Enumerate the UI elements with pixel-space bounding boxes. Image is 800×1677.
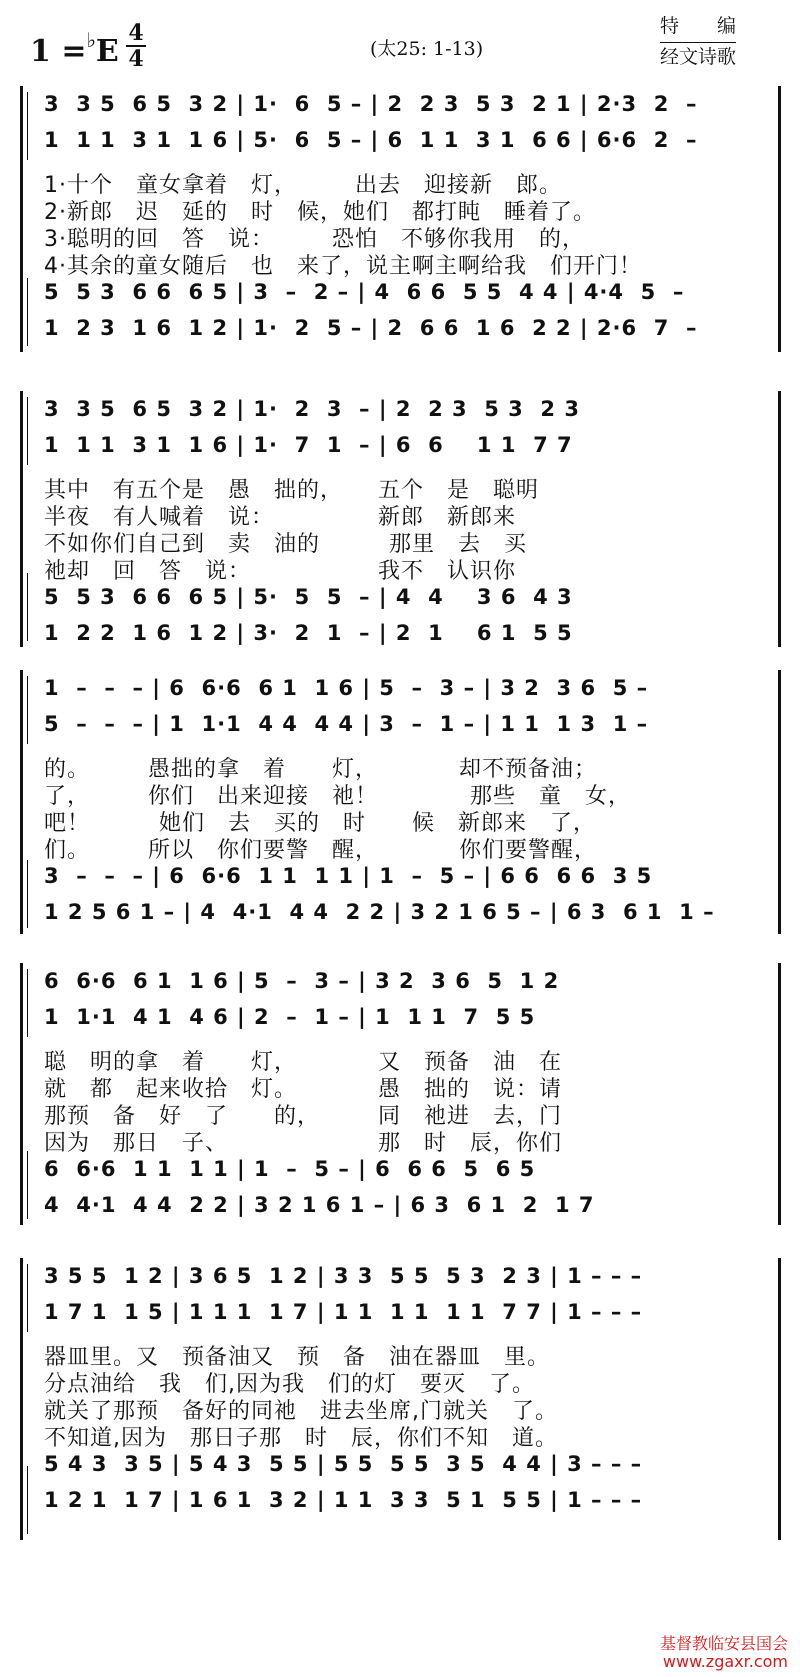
lower-staff-line: 1 2 3 1 6 1 2 | 1· 2 5 – | 2 6 6 1 6 2 2 | 2·6 7 – <box>44 316 698 340</box>
system-end-barline <box>778 86 781 352</box>
lyric-line: 不知道,因为 那日子那 时 辰，你们不知 道。 <box>44 1426 558 1451</box>
upper-staff-line: 5 – – – | 1 1·1 4 4 4 4 | 3 – 1 – | 1 1 1 3 1 – <box>44 712 649 736</box>
system-bracket <box>20 1258 23 1540</box>
score-system <box>20 662 782 934</box>
system-bracket-inner <box>27 1264 28 1332</box>
lyric-line: 半夜 有人喊着 说： 新郎 新郎来 <box>44 505 517 530</box>
key-signature: 1 =♭E <box>30 28 119 69</box>
lyric-line: 2·新郎 迟 延的 时 候，她们 都打盹 睡着了。 <box>44 200 596 225</box>
score-system <box>20 955 782 1225</box>
upper-staff-line: 3 5 5 1 2 | 3 6 5 1 2 | 3 3 5 5 5 3 2 3 | 1 – – – <box>44 1264 643 1288</box>
lyric-line: 们。 所以 你们要警 醒， 你们要警醒， <box>44 838 598 863</box>
system-bracket-inner <box>27 278 28 346</box>
lyric-line: 器皿里。又 预备油又 预 备 油在器皿 里。 <box>44 1345 551 1370</box>
lower-staff-line: 1 2 5 6 1 – | 4 4·1 4 4 2 2 | 3 2 1 6 5 – | 6 3 6 1 1 – <box>44 900 715 924</box>
time-signature: 4 4 <box>126 22 146 70</box>
system-bracket-inner <box>27 676 28 744</box>
lyric-line: 1·十个 童女拿着 灯， 出去 迎接新 郎。 <box>44 173 562 198</box>
system-bracket-inner <box>27 969 28 1037</box>
lyric-line: 因为 那日 子、 那 时 辰，你们 <box>44 1131 563 1156</box>
lower-staff-line: 5 5 3 6 6 6 5 | 5· 5 5 – | 4 4 3 6 4 3 <box>44 585 573 609</box>
score-system <box>20 1250 782 1540</box>
upper-staff-line: 1 7 1 1 5 | 1 1 1 1 7 | 1 1 1 1 1 1 7 7 | 1 – – – <box>44 1300 643 1324</box>
system-end-barline <box>778 670 781 934</box>
lyric-line: 不如你们自己到 卖 油的 那里 去 买 <box>44 532 528 557</box>
lower-staff-line: 6 6·6 1 1 1 1 | 1 – 5 – | 6 6 6 5 6 5 <box>44 1157 536 1181</box>
system-end-barline <box>778 391 781 647</box>
score-system <box>20 383 782 647</box>
lower-staff-line: 1 2 1 1 7 | 1 6 1 3 2 | 1 1 3 3 5 1 5 5 | 1 – – – <box>44 1488 643 1512</box>
upper-staff-line: 6 6·6 6 1 1 6 | 5 – 3 – | 3 2 3 6 5 1 2 <box>44 969 560 993</box>
system-bracket <box>20 670 23 934</box>
lyric-line: 就 都 起来收拾 灯。 愚 拙的 说：请 <box>44 1077 563 1102</box>
watermark: 基督教临安县国会 www.zgaxr.com <box>659 1634 788 1671</box>
system-bracket <box>20 963 23 1225</box>
lyric-line: 祂却 回 答 说： 我不 认识你 <box>44 559 517 584</box>
lyric-line: 的。 愚拙的拿 着 灯， 却不预备油； <box>44 757 598 782</box>
upper-staff-line: 3 3 5 6 5 3 2 | 1· 2 3 – | 2 2 3 5 3 2 3 <box>44 397 580 421</box>
lower-staff-line: 5 4 3 3 5 | 5 4 3 5 5 | 5 5 5 5 3 5 4 4 | 3 – – – <box>44 1452 643 1476</box>
lyric-line: 3·聪明的回 答 说： 恐怕 不够你我用 的， <box>44 227 585 252</box>
lower-staff-line: 3 – – – | 6 6·6 1 1 1 1 | 1 – 5 – | 6 6 6 6 3 5 <box>44 864 653 888</box>
lyric-line: 那预 备 好 了 的， 同 祂进 去，门 <box>44 1104 563 1129</box>
system-bracket-inner <box>27 92 28 160</box>
lyric-line: 吧！ 她们 去 买的 时 候 新郎来 了， <box>44 811 597 836</box>
upper-staff-line: 1 1 1 3 1 1 6 | 5· 6 5 – | 6 1 1 3 1 6 6 | 6·6 2 – <box>44 128 698 152</box>
upper-staff-line: 1 – – – | 6 6·6 6 1 1 6 | 5 – 3 – | 3 2 3 6 5 – <box>44 676 649 700</box>
score-system <box>20 78 782 352</box>
system-bracket-inner <box>27 1151 28 1219</box>
system-bracket <box>20 86 23 352</box>
system-bracket-inner <box>27 573 28 641</box>
lower-staff-line: 5 5 3 6 6 6 5 | 3 – 2 – | 4 6 6 5 5 4 4 | 4·4 5 – <box>44 280 685 304</box>
lyric-line: 聪 明的拿 着 灯， 又 预备 油 在 <box>44 1050 563 1075</box>
lyric-line: 其中 有五个是 愚 拙的， 五个 是 聪明 <box>44 478 540 503</box>
system-end-barline <box>778 1258 781 1540</box>
system-bracket-inner <box>27 860 28 928</box>
upper-staff-line: 1 1·1 4 1 4 6 | 2 – 1 – | 1 1 1 7 5 5 <box>44 1005 536 1029</box>
system-end-barline <box>778 963 781 1225</box>
lower-staff-line: 1 2 2 1 6 1 2 | 3· 2 1 – | 2 1 6 1 5 5 <box>44 621 573 645</box>
credits: 特 编 经文诗歌 <box>660 12 736 71</box>
lyric-line: 4·其余的童女随后 也 来了，说主啊主啊给我 们开门！ <box>44 254 642 279</box>
system-bracket-inner <box>27 1466 28 1534</box>
system-bracket <box>20 391 23 647</box>
lyric-line: 了， 你们 出来迎接 祂！ 那些 童 女， <box>44 784 632 809</box>
system-bracket-inner <box>27 397 28 465</box>
upper-staff-line: 3 3 5 6 5 3 2 | 1· 6 5 – | 2 2 3 5 3 2 1 | 2·3 2 – <box>44 92 698 116</box>
lower-staff-line: 4 4·1 4 4 2 2 | 3 2 1 6 1 – | 6 3 6 1 2 1 7 <box>44 1193 595 1217</box>
lyric-line: 就关了那预 备好的同祂 进去坐席,门就关 了。 <box>44 1399 558 1424</box>
lyric-line: 分点油给 我 们,因为我 们的灯 要灭 了。 <box>44 1372 535 1397</box>
scripture-reference: (太25: 1-13) <box>370 38 484 60</box>
upper-staff-line: 1 1 1 3 1 1 6 | 1· 7 1 – | 6 6 1 1 7 7 <box>44 433 573 457</box>
